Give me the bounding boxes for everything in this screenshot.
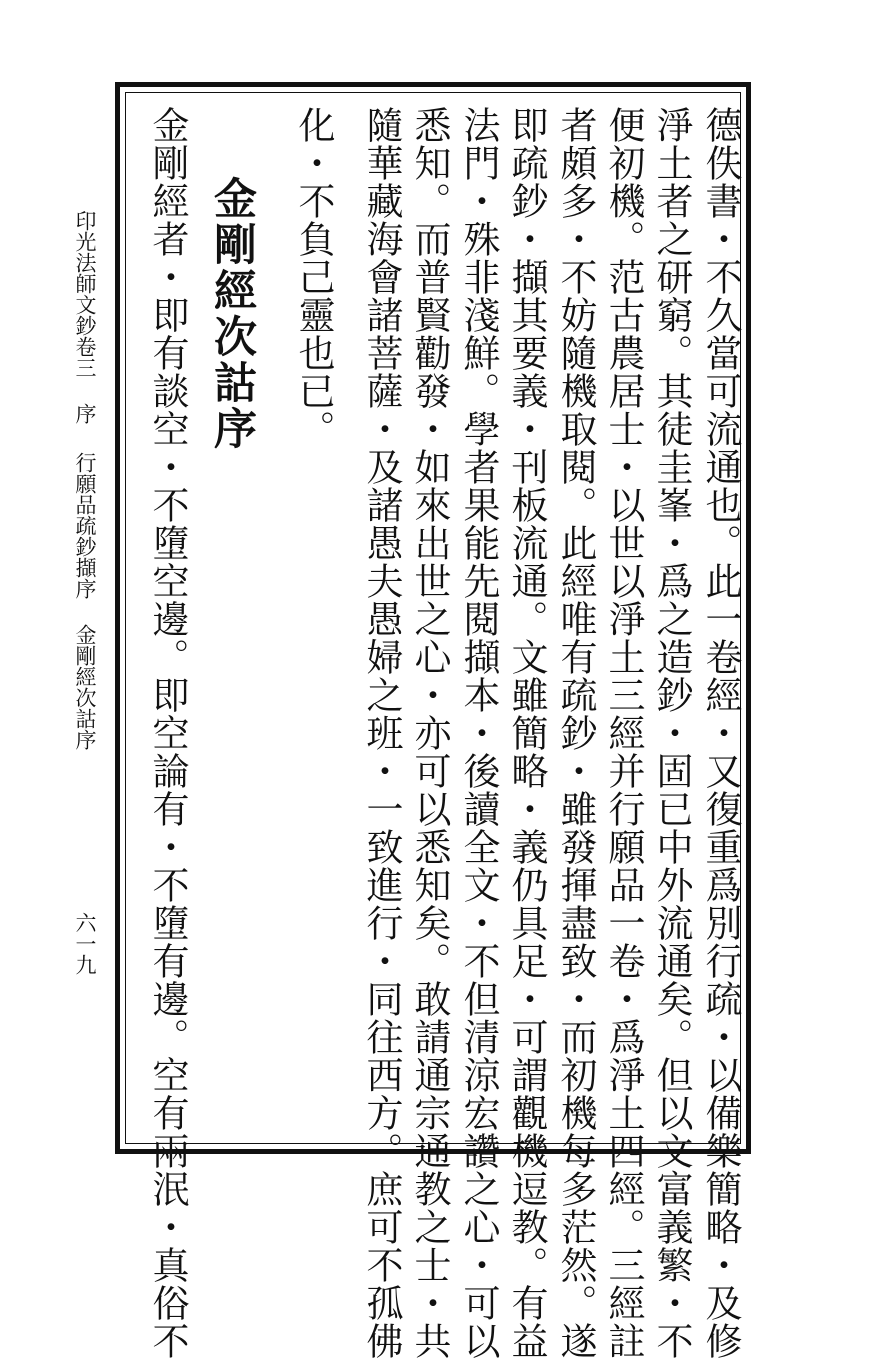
running-header [72,210,98,750]
section-title: 金剛經次詁序 [207,176,257,452]
section-label: 序 [73,403,97,425]
text-column-9: 化・不負己靈也已。 [292,106,335,448]
text-column-3: 便初機。范古農居士・以世以淨土三經并行願品一卷・爲淨土四經。三經註 [602,106,645,1360]
text-column-2: 淨土者之研窮。其徒圭峯・爲之造鈔・固已中外流通矣。但以文富義繁・不 [650,106,693,1360]
text-column-8: 隨華藏海會諸菩薩・及諸愚夫愚婦之班・一致進行・同往西方。庶可不孤佛 [360,106,403,1360]
text-column-4: 者頗多・不妨隨機取閱。此經唯有疏鈔・雖發揮盡致・而初機每多茫然。遂 [554,106,597,1360]
text-column-1: 德佚書・不久當可流通也。此一卷經・又復重爲別行疏・以備樂簡略・及修 [699,106,742,1360]
book-title: 印光法師文鈔卷三 [73,210,97,378]
text-column-6: 法門・殊非淺鮮。學者果能先閱擷本・後讀全文・不但清涼宏讚之心・可以 [457,106,500,1360]
text-column-5: 即疏鈔・擷其要義・刊板流通。文雖簡略・義仍具足・可謂觀機逗教。有益 [505,106,548,1360]
current-essay-title: 金剛經次詁序 [73,623,97,750]
prev-essay-title: 行願品疏鈔擷序 [73,451,97,599]
text-column-7: 悉知。而普賢勸發・如來出世之心・亦可以悉知矣。敢請通宗通教之士・共 [408,106,451,1360]
page-number: 六一九 [73,912,97,975]
text-column-10: 金剛經者・即有談空・不墮空邊。即空論有・不墮有邊。空有兩泯・真俗不 [146,106,189,1360]
